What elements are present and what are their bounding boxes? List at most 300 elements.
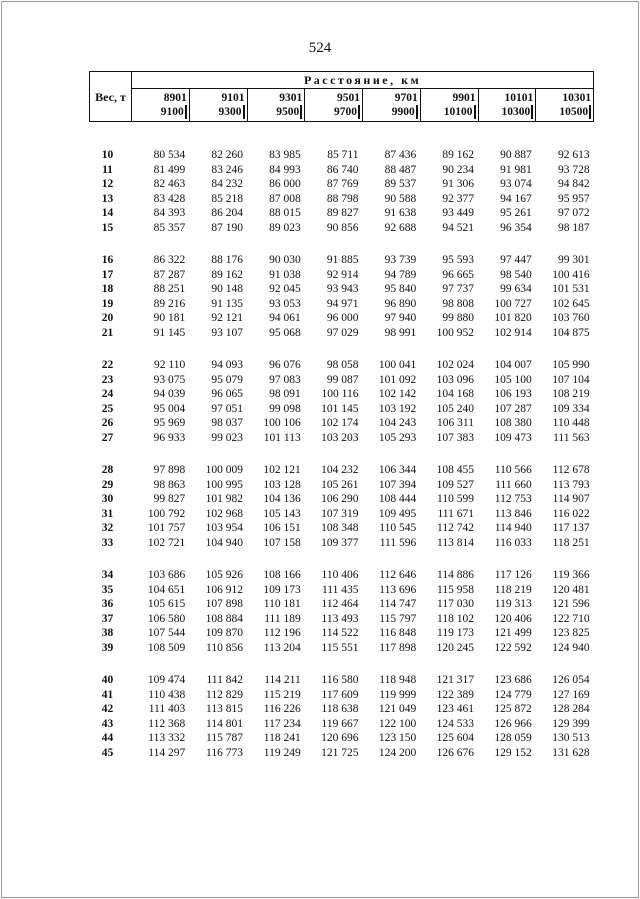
- weight-cell: 15: [101, 221, 114, 234]
- price-cell: 110 438: [148, 688, 186, 701]
- table-row: [90, 311, 594, 326]
- price-cell: 92 688: [384, 221, 417, 234]
- weight-cell: 20: [101, 312, 114, 324]
- price-cell: 113 793: [552, 478, 590, 491]
- price-cell: 104 007: [494, 359, 532, 371]
- price-cell: 105 926: [205, 569, 243, 581]
- price-cell: 100 727: [494, 297, 532, 310]
- range-to: 10300: [502, 105, 534, 119]
- distance-range-header: [536, 89, 594, 122]
- price-cell: 106 311: [437, 417, 474, 429]
- price-cell: 101 113: [263, 431, 301, 444]
- price-cell: 119 249: [263, 746, 301, 759]
- price-cell: 95 593: [442, 254, 474, 266]
- table-row: [90, 387, 594, 402]
- price-cell: 89 162: [211, 268, 243, 281]
- table-row: [90, 673, 594, 688]
- table-row: [90, 297, 594, 312]
- weight-cell: 29: [101, 478, 114, 491]
- weight-cell: 41: [101, 688, 114, 701]
- price-cell: 122 710: [552, 612, 590, 625]
- price-cell: 103 760: [552, 312, 590, 324]
- price-cell: 101 820: [494, 312, 532, 324]
- table-row: [90, 282, 594, 297]
- price-cell: 113 204: [263, 641, 301, 654]
- weight-cell: 10: [101, 149, 114, 161]
- price-cell: 92 110: [154, 359, 186, 371]
- table-row: [90, 177, 594, 192]
- price-cell: 121 725: [321, 746, 359, 759]
- price-cell: 93 053: [269, 297, 301, 310]
- price-cell: 94 061: [269, 312, 301, 324]
- price-cell: 100 416: [552, 268, 590, 281]
- tariff-table: [89, 71, 594, 760]
- group-spacer: [90, 550, 594, 568]
- price-cell: 113 332: [148, 732, 186, 744]
- table-row: [90, 626, 594, 641]
- price-cell: 82 463: [153, 178, 186, 190]
- weight-cell: 11: [102, 163, 113, 176]
- table-row: [90, 612, 594, 627]
- price-cell: 89 216: [153, 297, 186, 310]
- price-cell: 126 966: [494, 717, 532, 730]
- price-cell: 94 842: [557, 178, 590, 190]
- price-cell: 111 842: [206, 674, 243, 686]
- price-cell: 120 406: [494, 612, 532, 625]
- table-row: [90, 163, 594, 178]
- price-cell: 96 065: [211, 388, 243, 400]
- price-cell: 124 940: [552, 641, 590, 654]
- weight-column-header: Вес, т: [90, 72, 132, 122]
- table-row: [90, 358, 594, 373]
- price-cell: 102 121: [263, 464, 301, 476]
- price-cell: 131 628: [552, 746, 590, 759]
- price-cell: 100 106: [263, 417, 301, 429]
- price-cell: 102 142: [378, 388, 417, 400]
- table-row: [90, 568, 594, 583]
- price-cell: 93 728: [557, 163, 590, 176]
- range-to: 10500: [559, 105, 591, 119]
- table-row: [90, 507, 594, 522]
- price-cell: 91 135: [211, 297, 243, 310]
- price-cell: 86 322: [153, 254, 186, 266]
- price-cell: 93 739: [384, 254, 417, 266]
- price-cell: 113 846: [494, 507, 532, 520]
- table-row: [90, 463, 594, 478]
- price-cell: 128 059: [494, 732, 532, 744]
- weight-cell: 40: [101, 674, 114, 686]
- price-cell: 90 887: [500, 149, 532, 161]
- weight-cell: 28: [101, 464, 114, 476]
- table-row: [90, 416, 594, 431]
- range-to: 10100: [444, 105, 476, 119]
- price-cell: 112 368: [148, 717, 186, 730]
- price-cell: 117 898: [379, 641, 417, 654]
- price-cell: 96 890: [384, 297, 417, 310]
- price-cell: 115 958: [437, 583, 474, 596]
- table-row: [90, 206, 594, 221]
- price-cell: 126 676: [436, 746, 474, 759]
- price-cell: 109 377: [321, 536, 359, 549]
- price-cell: 93 943: [326, 283, 359, 295]
- price-cell: 94 167: [500, 192, 532, 205]
- group-spacer: [90, 655, 594, 673]
- price-cell: 89 023: [269, 221, 301, 234]
- price-cell: 93 075: [153, 373, 186, 386]
- price-cell: 105 143: [263, 507, 301, 520]
- price-cell: 106 912: [205, 583, 243, 596]
- price-cell: 123 825: [552, 627, 590, 639]
- price-cell: 102 024: [436, 359, 474, 371]
- table-row: [90, 597, 594, 612]
- distance-range-header: [478, 89, 536, 122]
- price-cell: 110 448: [552, 417, 590, 429]
- weight-cell: 34: [101, 569, 114, 581]
- price-cell: 84 993: [269, 163, 301, 176]
- price-cell: 95 079: [211, 373, 243, 386]
- price-cell: 111 660: [495, 478, 532, 491]
- price-cell: 108 509: [147, 641, 186, 654]
- price-cell: 101 531: [552, 283, 590, 295]
- price-cell: 81 499: [153, 163, 186, 176]
- price-cell: 88 798: [326, 192, 359, 205]
- price-cell: 114 886: [437, 569, 474, 581]
- weight-cell: 27: [101, 431, 114, 444]
- price-cell: 87 008: [269, 192, 301, 205]
- price-cell: 119 313: [494, 598, 532, 610]
- price-cell: 90 234: [442, 163, 474, 176]
- price-cell: 112 753: [494, 493, 532, 505]
- table-row: [90, 192, 594, 207]
- price-cell: 114 940: [494, 522, 532, 534]
- price-cell: 110 566: [494, 464, 532, 476]
- price-cell: 82 260: [211, 149, 243, 161]
- price-cell: 119 173: [437, 627, 474, 639]
- price-cell: 119 999: [379, 688, 417, 701]
- price-cell: 117 126: [494, 569, 532, 581]
- price-cell: 99 634: [500, 283, 532, 295]
- price-cell: 109 173: [263, 583, 301, 596]
- price-cell: 114 297: [148, 746, 186, 759]
- weight-cell: 16: [101, 254, 114, 266]
- price-cell: 83 985: [269, 149, 301, 161]
- price-cell: 102 721: [147, 536, 186, 549]
- price-cell: 88 015: [269, 207, 301, 219]
- price-cell: 130 513: [552, 732, 590, 744]
- price-cell: 98 991: [384, 326, 417, 339]
- price-cell: 122 100: [378, 717, 417, 730]
- price-cell: 114 747: [379, 598, 417, 610]
- price-cell: 92 045: [269, 283, 301, 295]
- price-cell: 115 219: [263, 688, 301, 701]
- price-cell: 111 189: [264, 612, 301, 625]
- price-cell: 111 403: [148, 703, 186, 715]
- price-cell: 124 200: [378, 746, 417, 759]
- distance-range-row: [90, 89, 594, 122]
- price-cell: 108 455: [436, 464, 474, 476]
- weight-cell: 25: [101, 402, 114, 415]
- price-cell: 95 957: [557, 192, 590, 205]
- price-cell: 110 545: [379, 522, 417, 534]
- price-cell: 120 696: [321, 732, 359, 744]
- price-cell: 99 098: [269, 402, 301, 415]
- price-cell: 127 169: [552, 688, 590, 701]
- price-cell: 111 435: [321, 583, 359, 596]
- price-cell: 107 158: [263, 536, 301, 549]
- weight-cell: 33: [101, 536, 114, 549]
- price-cell: 80 534: [153, 149, 186, 161]
- price-cell: 107 104: [552, 373, 590, 386]
- weight-cell: 21: [101, 326, 114, 339]
- table-row: [90, 521, 594, 536]
- price-cell: 104 651: [147, 583, 186, 596]
- price-cell: 109 870: [205, 627, 243, 639]
- weight-cell: 23: [101, 373, 114, 386]
- price-cell: 120 481: [552, 583, 590, 596]
- price-cell: 84 232: [211, 178, 243, 190]
- price-cell: 113 493: [321, 612, 359, 625]
- price-cell: 98 863: [153, 478, 186, 491]
- price-cell: 91 638: [384, 207, 417, 219]
- price-cell: 123 150: [378, 732, 417, 744]
- price-cell: 97 940: [384, 312, 417, 324]
- price-cell: 96 000: [326, 312, 359, 324]
- price-cell: 88 251: [153, 283, 186, 295]
- price-cell: 128 284: [552, 703, 590, 715]
- price-cell: 99 827: [153, 493, 186, 505]
- table-row: [90, 702, 594, 717]
- price-cell: 84 393: [153, 207, 186, 219]
- price-cell: 86 000: [269, 178, 301, 190]
- price-cell: 89 537: [384, 178, 417, 190]
- weight-cell: 36: [101, 598, 114, 610]
- price-cell: 112 196: [263, 627, 301, 639]
- price-cell: 87 769: [326, 178, 359, 190]
- price-cell: 87 190: [211, 221, 243, 234]
- table-row: [90, 688, 594, 703]
- weight-cell: 43: [101, 717, 114, 730]
- price-cell: 106 290: [321, 493, 359, 505]
- price-cell: 97 072: [557, 207, 590, 219]
- table-row: [90, 431, 594, 446]
- table-row: [90, 268, 594, 283]
- price-cell: 103 203: [321, 431, 359, 444]
- price-cell: 112 678: [552, 464, 590, 476]
- range-to: 9900: [392, 105, 418, 119]
- range-from: 9301: [279, 92, 303, 104]
- price-cell: 90 030: [269, 254, 301, 266]
- price-cell: 116 022: [552, 507, 590, 520]
- price-cell: 115 797: [379, 612, 417, 625]
- price-cell: 117 137: [552, 522, 590, 534]
- table-row: [90, 583, 594, 598]
- price-cell: 85 357: [153, 221, 186, 234]
- weight-cell: 14: [101, 207, 114, 219]
- price-cell: 117 030: [437, 598, 474, 610]
- price-cell: 107 383: [436, 431, 474, 444]
- table-header: [90, 72, 594, 122]
- price-cell: 114 801: [206, 717, 243, 730]
- price-cell: 102 645: [552, 297, 590, 310]
- table-row: [90, 478, 594, 493]
- price-cell: 98 540: [500, 268, 532, 281]
- price-cell: 96 076: [269, 359, 301, 371]
- price-cell: 98 808: [442, 297, 474, 310]
- group-spacer: [90, 340, 594, 358]
- price-cell: 95 840: [384, 283, 417, 295]
- range-from: 9901: [452, 92, 476, 104]
- price-cell: 103 192: [378, 402, 417, 415]
- price-cell: 94 039: [153, 388, 186, 400]
- price-cell: 103 686: [147, 569, 186, 581]
- price-cell: 114 907: [552, 493, 590, 505]
- price-cell: 99 087: [326, 373, 359, 386]
- price-cell: 106 193: [494, 388, 532, 400]
- price-cell: 101 092: [378, 373, 417, 386]
- price-cell: 125 872: [494, 703, 532, 715]
- price-cell: 102 174: [321, 417, 359, 429]
- price-cell: 112 742: [437, 522, 474, 534]
- distance-range-header: [305, 89, 363, 122]
- weight-cell: 24: [101, 388, 114, 400]
- weight-cell: 32: [101, 522, 114, 534]
- price-cell: 95 004: [153, 402, 186, 415]
- price-cell: 104 940: [205, 536, 243, 549]
- price-cell: 114 522: [321, 627, 359, 639]
- table-body: [90, 122, 594, 761]
- price-cell: 105 615: [147, 598, 186, 610]
- price-cell: 124 533: [436, 717, 474, 730]
- weight-cell: 37: [101, 612, 114, 625]
- range-to: 9700: [334, 105, 360, 119]
- weight-cell: 35: [101, 583, 114, 596]
- price-cell: 107 394: [378, 478, 417, 491]
- price-cell: 118 251: [552, 536, 590, 549]
- price-cell: 87 287: [153, 268, 186, 281]
- table-row: [90, 641, 594, 656]
- price-cell: 129 152: [494, 746, 532, 759]
- table-row: [90, 326, 594, 341]
- price-cell: 118 102: [437, 612, 474, 625]
- price-cell: 96 354: [500, 221, 532, 234]
- price-cell: 90 181: [153, 312, 186, 324]
- price-cell: 122 592: [494, 641, 532, 654]
- range-to: 9100: [161, 105, 187, 119]
- price-cell: 99 301: [557, 254, 590, 266]
- weight-cell: 39: [101, 641, 114, 654]
- price-cell: 87 436: [384, 149, 417, 161]
- price-cell: 119 667: [321, 717, 359, 730]
- price-cell: 118 638: [321, 703, 359, 715]
- price-cell: 83 428: [153, 192, 186, 205]
- price-cell: 105 100: [494, 373, 532, 386]
- price-cell: 117 234: [263, 717, 301, 730]
- price-cell: 91 981: [500, 163, 532, 176]
- price-cell: 116 773: [206, 746, 243, 759]
- price-cell: 114 211: [264, 674, 301, 686]
- price-cell: 113 696: [379, 583, 417, 596]
- weight-cell: 22: [101, 359, 114, 371]
- price-cell: 90 148: [211, 283, 243, 295]
- price-cell: 103 954: [205, 522, 243, 534]
- price-cell: 94 521: [442, 221, 474, 234]
- price-cell: 116 580: [321, 674, 359, 686]
- price-cell: 105 293: [378, 431, 417, 444]
- price-cell: 115 787: [206, 732, 243, 744]
- price-cell: 107 319: [321, 507, 359, 520]
- distance-range-header: [247, 89, 305, 122]
- group-spacer: [90, 235, 594, 253]
- price-cell: 107 287: [494, 402, 532, 415]
- price-cell: 105 261: [321, 478, 359, 491]
- range-to: 9300: [219, 105, 245, 119]
- price-cell: 95 261: [500, 207, 532, 219]
- price-cell: 121 499: [494, 627, 532, 639]
- price-cell: 126 054: [552, 674, 590, 686]
- table-row: [90, 402, 594, 417]
- price-cell: 118 219: [494, 583, 532, 596]
- table-row: [90, 221, 594, 236]
- price-cell: 108 219: [552, 388, 590, 400]
- price-cell: 92 914: [326, 268, 359, 281]
- range-from: 9701: [394, 92, 418, 104]
- price-cell: 112 829: [206, 688, 243, 701]
- price-cell: 100 952: [436, 326, 474, 339]
- price-cell: 93 107: [211, 326, 243, 339]
- price-cell: 83 246: [211, 163, 243, 176]
- distance-range-header: [132, 89, 190, 122]
- price-cell: 110 181: [263, 598, 301, 610]
- price-cell: 98 037: [211, 417, 243, 429]
- weight-cell: 38: [101, 627, 114, 639]
- price-cell: 106 580: [147, 612, 186, 625]
- price-cell: 109 495: [378, 507, 417, 520]
- price-cell: 95 068: [269, 326, 301, 339]
- weight-cell: 30: [101, 493, 114, 505]
- price-cell: 96 933: [153, 431, 186, 444]
- price-cell: 118 948: [379, 674, 417, 686]
- price-cell: 101 757: [147, 522, 186, 534]
- price-cell: 103 128: [263, 478, 301, 491]
- price-cell: 86 204: [211, 207, 243, 219]
- price-cell: 85 711: [327, 149, 359, 161]
- price-cell: 108 444: [378, 493, 417, 505]
- price-cell: 97 447: [500, 254, 532, 266]
- distance-range-header: [363, 89, 421, 122]
- price-cell: 101 145: [321, 402, 359, 415]
- weight-cell: 17: [101, 268, 114, 281]
- page-number: 524: [308, 40, 332, 56]
- price-cell: 98 187: [557, 221, 590, 234]
- price-cell: 88 176: [211, 254, 243, 266]
- price-cell: 117 609: [321, 688, 359, 701]
- weight-cell: 13: [101, 192, 114, 205]
- price-cell: 106 151: [263, 522, 301, 534]
- price-cell: 113 814: [437, 536, 474, 549]
- price-cell: 90 856: [326, 221, 359, 234]
- price-cell: 109 334: [552, 402, 590, 415]
- price-cell: 121 317: [436, 674, 474, 686]
- price-cell: 100 009: [205, 464, 243, 476]
- price-cell: 97 051: [211, 402, 243, 415]
- weight-cell: 45: [101, 746, 114, 759]
- price-cell: 86 740: [326, 163, 359, 176]
- weight-cell: 42: [101, 703, 114, 715]
- price-cell: 109 474: [147, 674, 186, 686]
- table-row: [90, 148, 594, 163]
- price-cell: 108 884: [205, 612, 243, 625]
- weight-cell: 12: [101, 178, 114, 190]
